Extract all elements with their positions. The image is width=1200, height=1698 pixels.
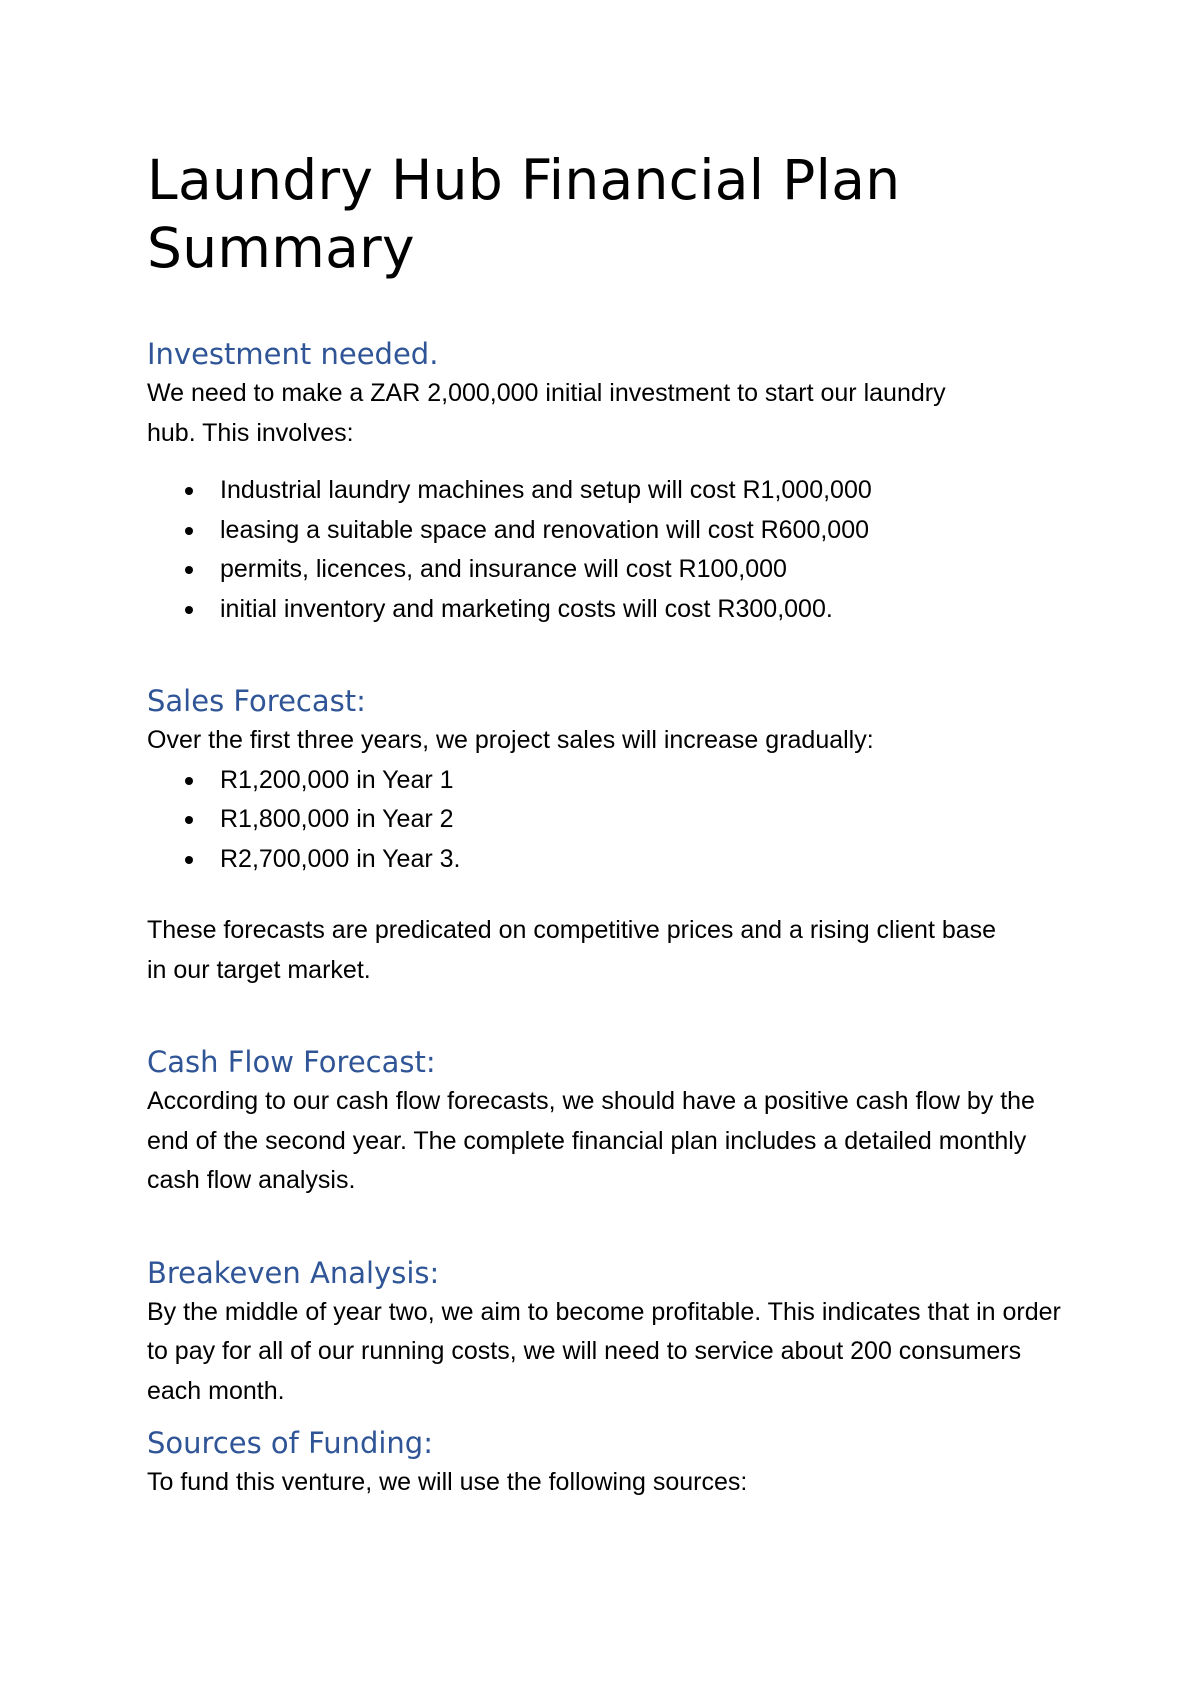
list-item: R1,800,000 in Year 2 (147, 800, 1087, 840)
sales-note: These forecasts are predicated on competitive prices and a rising client base in our target market. (147, 916, 997, 984)
heading-investment: Investment needed. (147, 337, 439, 371)
funding-intro: To fund this venture, we will use the following sources: (147, 1468, 748, 1496)
heading-breakeven: Breakeven Analysis: (147, 1255, 440, 1290)
heading-cash-flow: Cash Flow Forecast: (147, 1045, 436, 1079)
sales-list (147, 761, 1087, 880)
bullet-icon (185, 606, 193, 614)
title-line-2: Summary (147, 216, 415, 280)
list-item: R2,700,000 in Year 3. (147, 840, 1087, 880)
title-line-1: Laundry Hub Financial Plan (147, 148, 901, 212)
bullet-icon (185, 856, 193, 864)
breakeven-body: By the middle of year two, we aim to become profitable. This indicates that in order to pay for all of our running costs, we will need to service about 200 consumers each month. (147, 1297, 1061, 1405)
list-item: leasing a suitable space and renovation will cost R600,000 (147, 511, 1087, 551)
document-body (147, 146, 1087, 1503)
heading-sales-forecast: Sales Forecast: (147, 684, 366, 718)
investment-list (147, 471, 1087, 629)
list-item: permits, licences, and insurance will cost R100,000 (147, 550, 1087, 590)
list-item: Industrial laundry machines and setup will cost R1,000,000 (147, 471, 1087, 511)
heading-funding: Sources of Funding: (147, 1426, 433, 1460)
bullet-icon (185, 816, 193, 824)
bullet-icon (185, 777, 193, 785)
investment-intro: We need to make a ZAR 2,000,000 initial investment to start our laundry hub. This involves: (147, 379, 946, 447)
document-title (147, 146, 1087, 282)
list-item: initial inventory and marketing costs will cost R300,000. (147, 590, 1087, 630)
bullet-icon (185, 566, 193, 574)
cash-flow-body: According to our cash flow forecasts, we should have a positive cash flow by the end of the second year. The complete financial plan includes a detailed monthly cash flow analysis. (147, 1087, 1035, 1194)
list-item: R1,200,000 in Year 1 (147, 761, 1087, 801)
sales-intro: Over the first three years, we project sales will increase gradually: (147, 726, 874, 754)
bullet-icon (185, 487, 193, 495)
bullet-icon (185, 527, 193, 535)
